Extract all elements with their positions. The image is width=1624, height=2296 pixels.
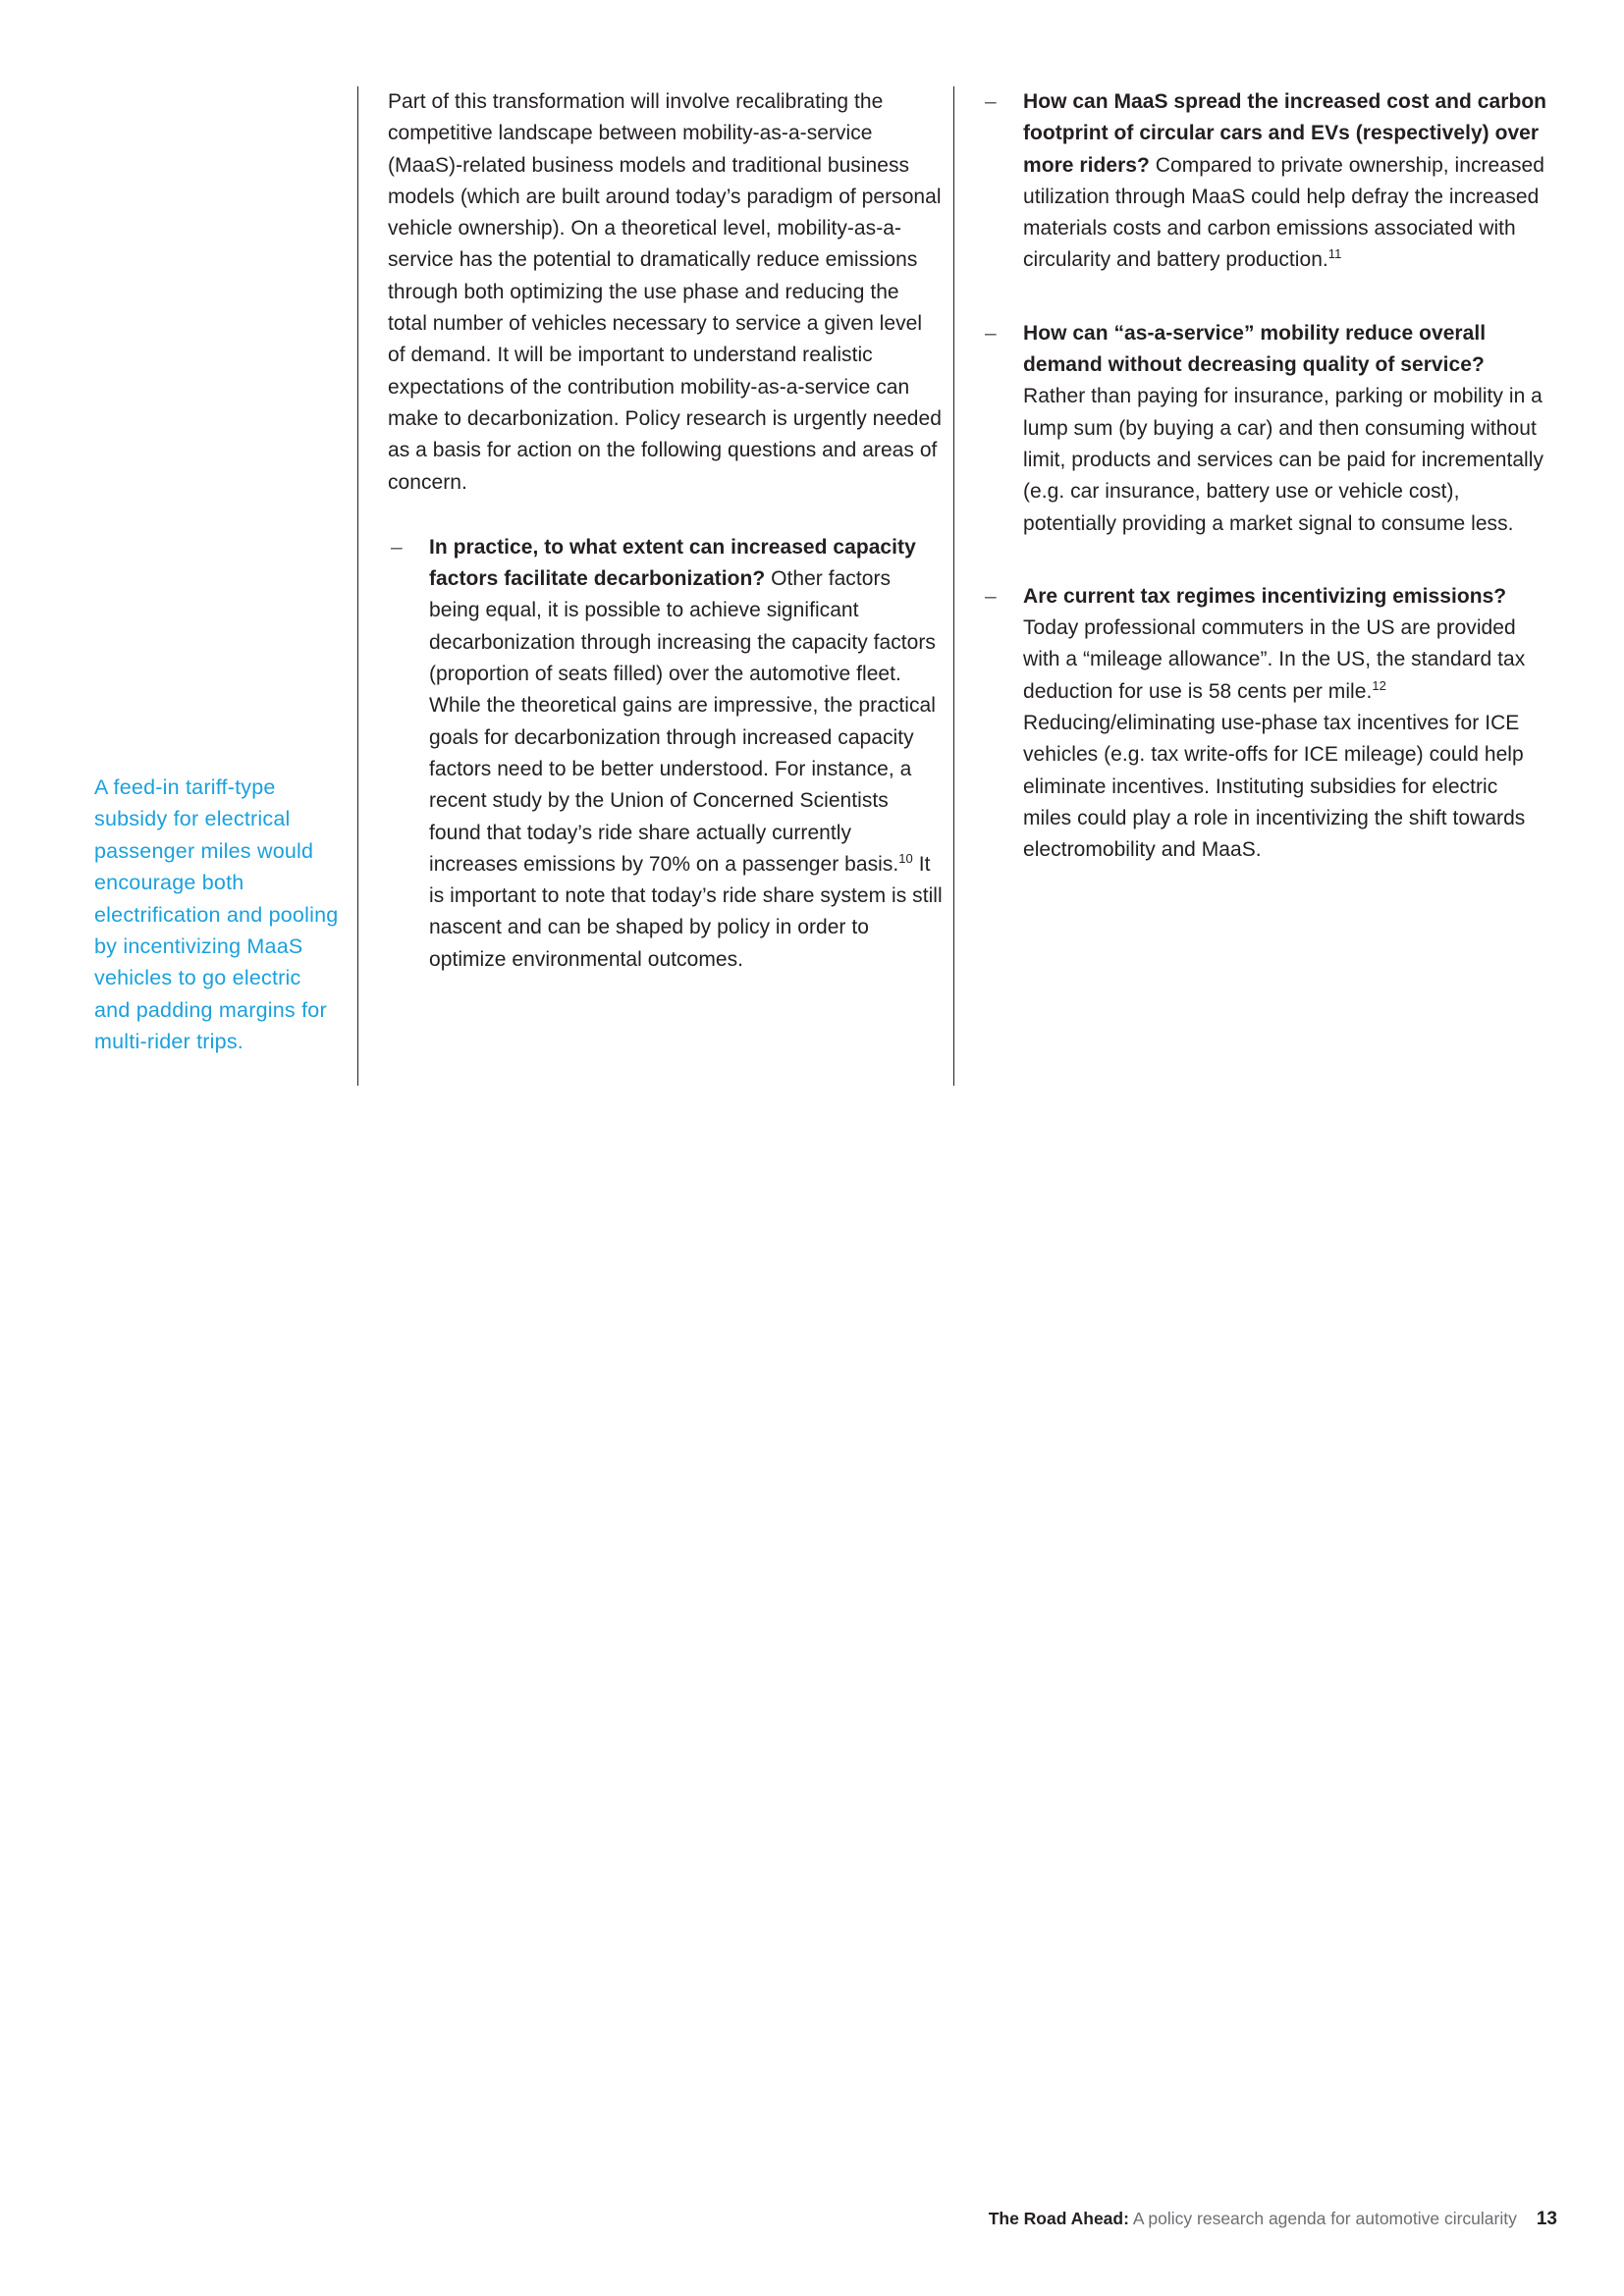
list-item [388,532,943,976]
list-item-body-before-note: Today professional commuters in the US are provided with a “mileage allowance”. In the US, the standard tax deduction for use is 58 cents per mile. [1023,616,1526,703]
list-item [982,86,1551,277]
list-item-lead: Are current tax regimes incentivizing emissions? [1023,584,1507,608]
footnote-marker: 11 [1327,246,1342,262]
right-text-column [982,86,1551,867]
list-item-text [1023,318,1551,540]
list-item-text [429,532,943,976]
footer-document-title: The Road Ahead: [988,2209,1129,2228]
list-item-text [1023,86,1551,277]
bullet-dash-icon: – [985,321,997,345]
list-item-lead: In practice, to what extent can increased capacity factors facilitate decarbonization? [429,535,916,591]
pull-quote: A feed-in tariff-type subsidy for electrical passenger miles would encourage both electrification and pooling by incentivizing MaaS vehicles to go electric and padding margins for multi-rider trips. [94,775,339,1054]
footer-subtitle: A policy research agenda for automotive circularity [1128,2209,1517,2228]
bullet-dash-icon: – [985,90,997,113]
list-item-body-before-note: Compared to private ownership, increased utilization through MaaS could help defray the increased materials costs and carbon emissions associated with circularity and battery production. [1023,153,1544,272]
list-item-body-after-note: Reducing/eliminating use-phase tax incentives for ICE vehicles (e.g. tax write-offs for ICE mileage) could help eliminate incentives. Instituting subsidies for electric miles could play a role in incentivizing the shift towards electromobility and MaaS. [1023,712,1526,862]
list-item [982,318,1551,540]
list-item-body-before-note: Rather than paying for insurance, parking or mobility in a lump sum (by buying a car) and then consuming without limit, products and services can be paid for incrementally (e.g. car insurance, battery use or vehicle cost), potentially providing a market signal to consume less. [1023,385,1544,535]
list-item-lead: How can “as-a-service” mobility reduce overall demand without decreasing quality of service? [1023,321,1487,377]
list-item-body-before-note: Other factors being equal, it is possible to achieve significant decarbonization through increasing the capacity factors (proportion of seats filled) over the automotive fleet. While the theoretical gains are impressive, the practical goals for decarbonization through increased capacity factors need to be better understood. For instance, a recent study by the Union of Concerned Scientists found that today’s ride share actually currently increases emissions by 70% on a passenger basis. [429,567,936,876]
list-item [982,581,1551,867]
bullet-dash-icon: – [391,535,403,559]
page-footer [0,2209,1557,2230]
footnote-marker: 10 [898,850,913,866]
column-divider-right [953,86,954,1086]
page-number: 13 [1536,2209,1557,2229]
list-item-lead: How can MaaS spread the increased cost and carbon footprint of circular cars and EVs (respectively) over more riders? [1023,90,1547,177]
left-text-column [388,86,943,976]
list-item-body-after-note: It is important to note that today’s ride share system is still nascent and can be shaped by policy in order to optimize environmental outcomes. [429,852,943,971]
column-divider-left [357,86,358,1086]
bullet-dash-icon: – [985,584,997,608]
intro-paragraph: Part of this transformation will involve recalibrating the competitive landscape between mobility-as-a-service (MaaS)-related business models and traditional business models (which are built around today’s paradigm of personal vehicle ownership). On a theoretical level, mobility-as-a-service has the potential to dramatically reduce emissions through both optimizing the use phase and reducing the total number of vehicles necessary to service a given level of demand. It will be important to understand realistic expectations of the contribution mobility-as-a-service can make to decarbonization. Policy research is urgently needed as a basis for action on the following questions and areas of concern. [388,90,942,494]
list-item-text [1023,581,1551,867]
footnote-marker: 12 [1372,677,1386,693]
